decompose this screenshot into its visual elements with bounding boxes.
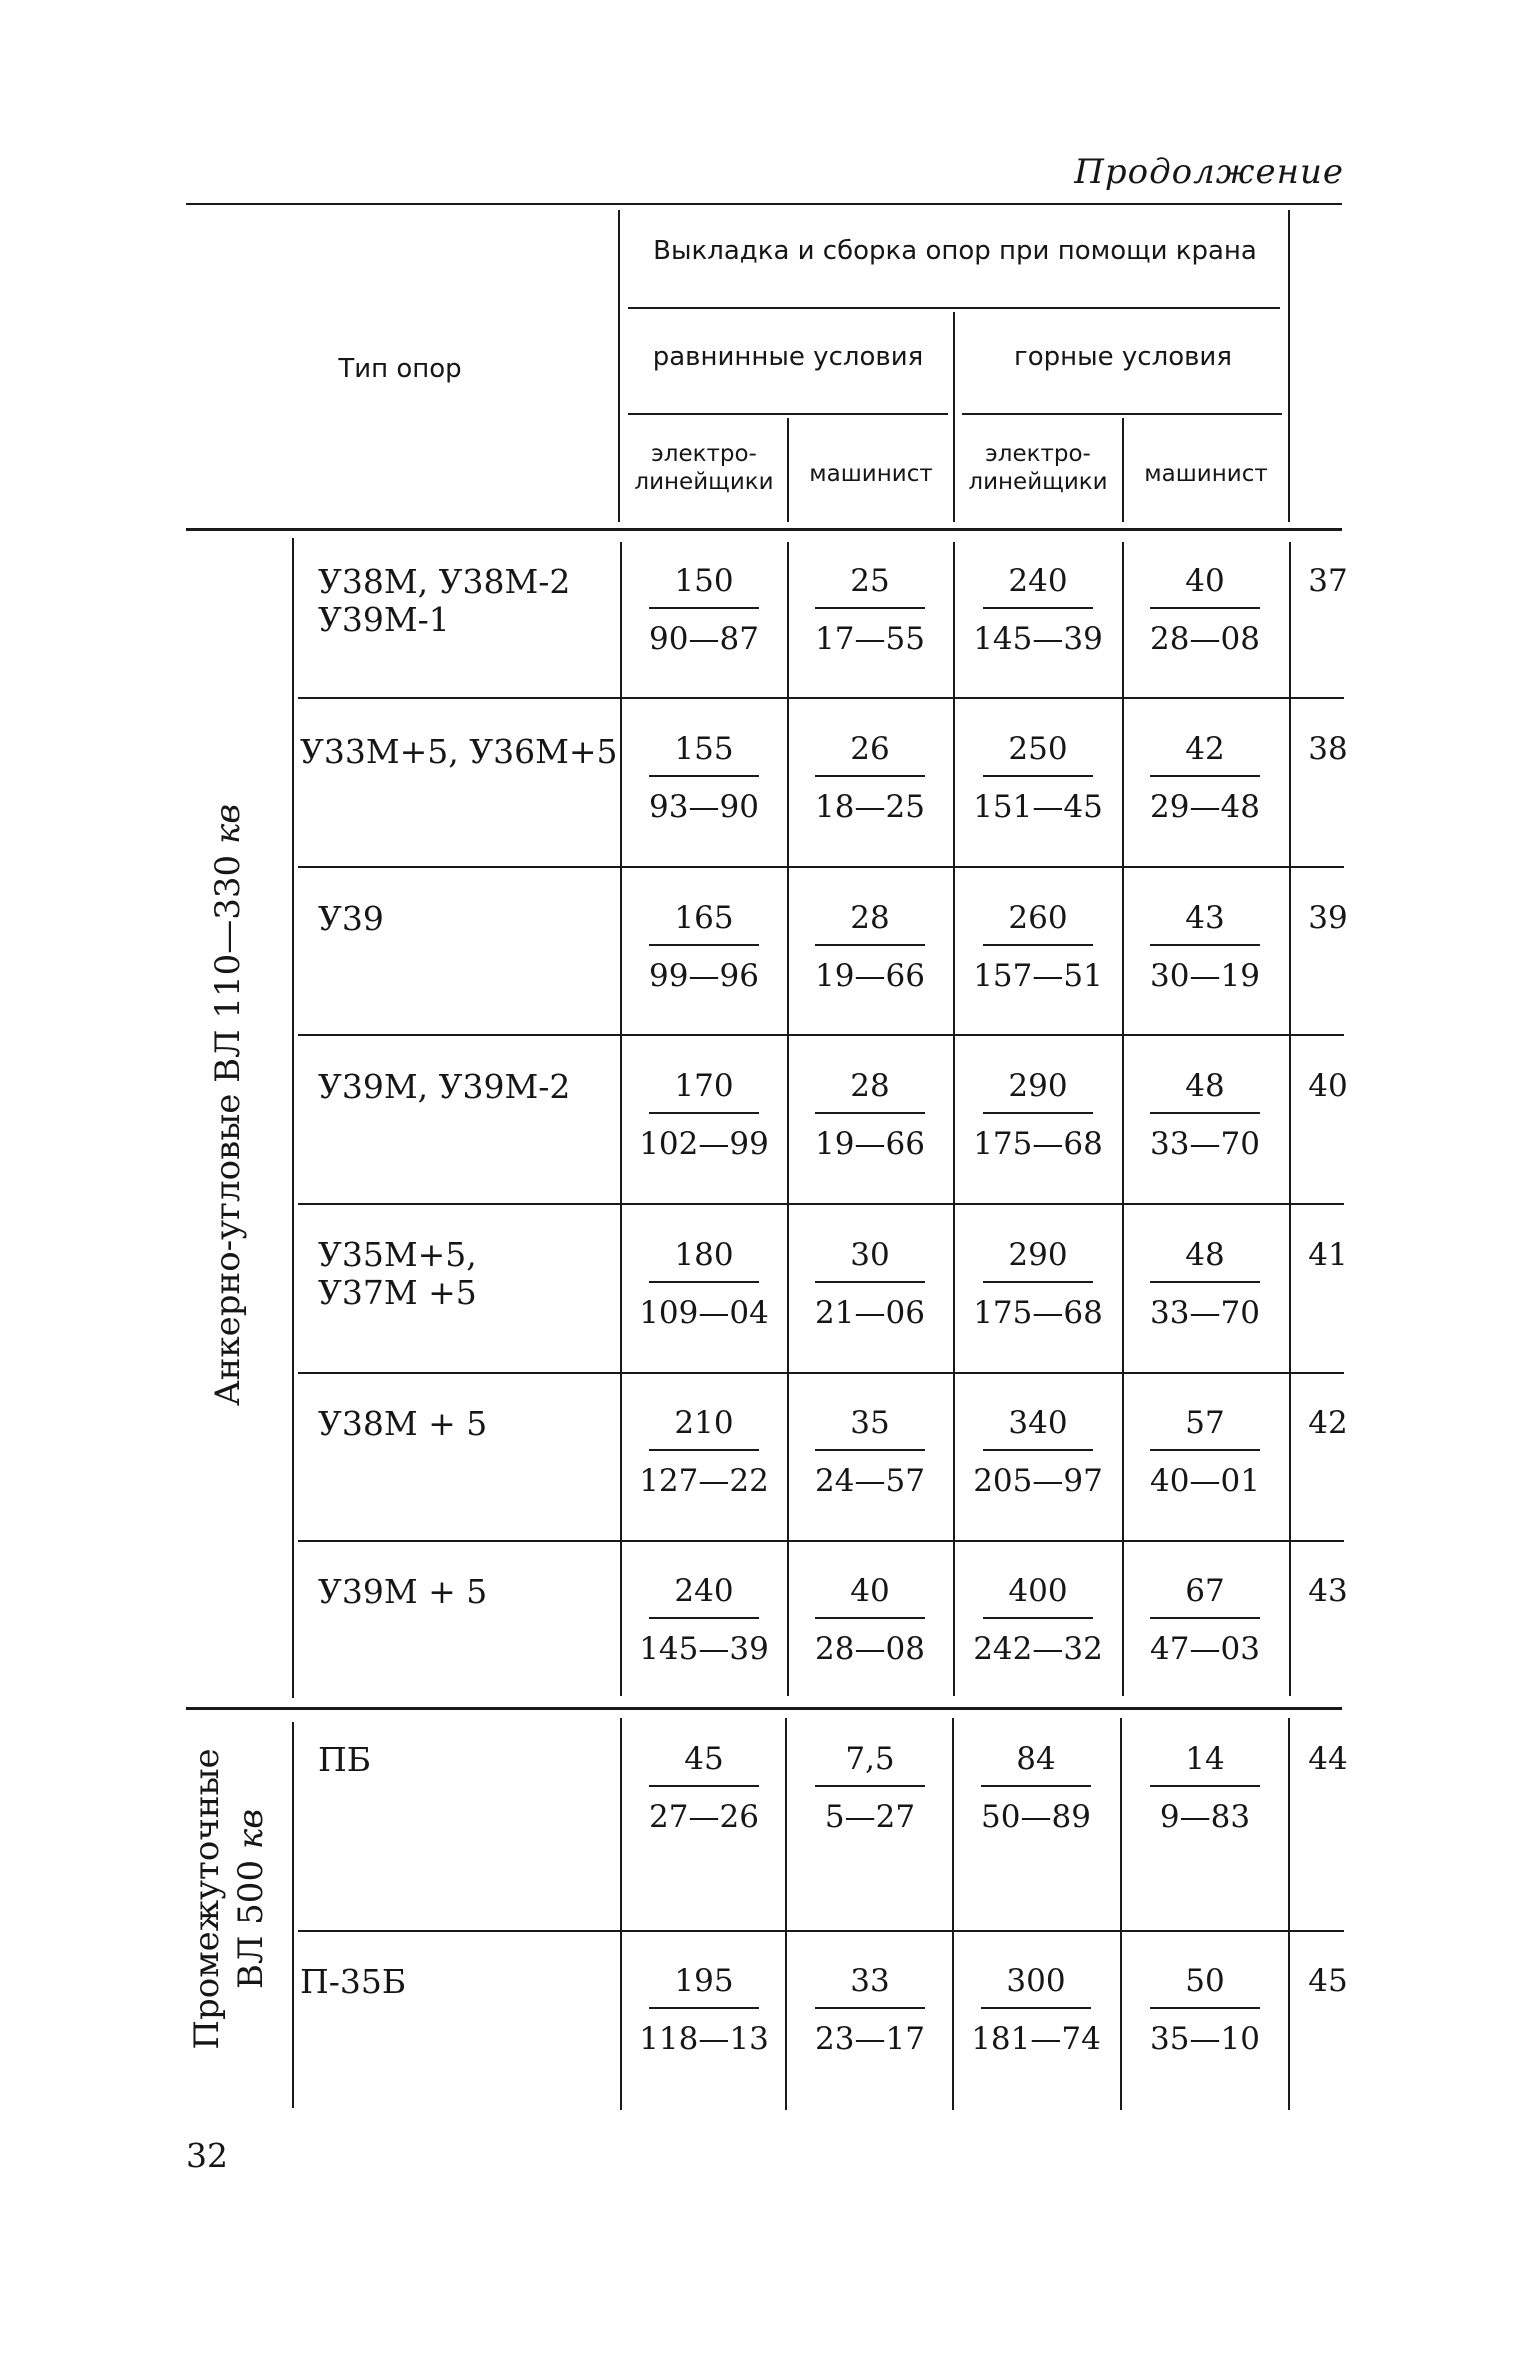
cell: 48 33—70 bbox=[1150, 1068, 1260, 1162]
row-number: 45 bbox=[1308, 1963, 1348, 1999]
cell: 45 27—26 bbox=[649, 1741, 759, 1835]
cell: 240 145—39 bbox=[639, 1573, 769, 1667]
cell: 67 47—03 bbox=[1150, 1573, 1260, 1667]
body-vline bbox=[1120, 1718, 1122, 2110]
cell: 48 33—70 bbox=[1150, 1237, 1260, 1331]
cell: 30 21—06 bbox=[815, 1237, 925, 1331]
cell: 240 145—39 bbox=[973, 563, 1103, 657]
header-electro-flat: электро- линейщики bbox=[634, 441, 774, 495]
cell: 40 28—08 bbox=[815, 1573, 925, 1667]
header-vline-main-left bbox=[618, 210, 620, 522]
cell: 25 17—55 bbox=[815, 563, 925, 657]
cell: 57 40—01 bbox=[1150, 1405, 1260, 1499]
body-vline bbox=[620, 1718, 622, 2110]
body-vline bbox=[953, 542, 955, 1696]
row-type: У38М + 5 bbox=[318, 1404, 488, 1443]
header-mountain: горные условия bbox=[1014, 342, 1232, 372]
body-vline bbox=[1122, 542, 1124, 1696]
row-type: У39М, У39М-2 bbox=[318, 1067, 571, 1106]
cell: 14 9—83 bbox=[1135, 1739, 1275, 1837]
header-vline-mid bbox=[953, 312, 955, 522]
body-vline bbox=[1289, 542, 1291, 1696]
cell: 150 90—87 bbox=[649, 563, 759, 657]
header-vline-main-right bbox=[1288, 210, 1290, 522]
cell: 300 181—74 bbox=[971, 1963, 1101, 2057]
header-vline-sub1 bbox=[787, 418, 789, 522]
row-number: 41 bbox=[1308, 1237, 1348, 1273]
cell: 180 109—04 bbox=[639, 1237, 769, 1331]
cell: 400 242—32 bbox=[973, 1573, 1103, 1667]
body-vline bbox=[952, 1718, 954, 2110]
cell: 155 93—90 bbox=[649, 731, 759, 825]
header-type-col: Тип опор bbox=[338, 354, 462, 384]
page-number: 32 bbox=[186, 2136, 228, 2175]
cell: 40 28—08 bbox=[1150, 563, 1260, 657]
row-type: ПБ bbox=[318, 1740, 372, 1779]
group-separator-rule bbox=[186, 1707, 1342, 1710]
cell: 210 127—22 bbox=[639, 1405, 769, 1499]
group-column-line-2 bbox=[292, 1722, 294, 2108]
cell: 260 157—51 bbox=[973, 900, 1103, 994]
cell: 7,5 5—27 bbox=[800, 1739, 940, 1837]
row-number: 38 bbox=[1308, 731, 1348, 767]
row-type: У33М+5, У36М+5 bbox=[300, 732, 618, 771]
row-type: У35М+5, У37М +5 bbox=[318, 1235, 477, 1312]
header-driver-mountain: машинист bbox=[1144, 461, 1268, 487]
row-number: 39 bbox=[1308, 900, 1348, 936]
table-top-rule bbox=[186, 203, 1342, 205]
row-separator bbox=[298, 1034, 1344, 1036]
row-separator bbox=[298, 1540, 1344, 1542]
row-number: 42 bbox=[1308, 1405, 1348, 1441]
row-separator bbox=[298, 697, 1344, 699]
row-number: 40 bbox=[1308, 1068, 1348, 1104]
row-separator bbox=[298, 1372, 1344, 1374]
header-driver-flat: машинист bbox=[809, 461, 933, 487]
row-type: П-35Б bbox=[300, 1962, 407, 2001]
cell: 26 18—25 bbox=[815, 731, 925, 825]
row-type: У38М, У38М-2 У39М-1 bbox=[318, 562, 571, 639]
row-number: 44 bbox=[1308, 1741, 1348, 1777]
header-rule-2b bbox=[962, 413, 1282, 415]
row-number: 37 bbox=[1308, 563, 1348, 599]
cell: 42 29—48 bbox=[1150, 731, 1260, 825]
cell: 84 50—89 bbox=[981, 1741, 1091, 1835]
header-electro-mountain: электро- линейщики bbox=[968, 441, 1108, 495]
header-rule-2a bbox=[628, 413, 948, 415]
cell: 33 23—17 bbox=[815, 1963, 925, 2057]
header-bottom-rule bbox=[186, 528, 1342, 531]
cell: 165 99—96 bbox=[649, 900, 759, 994]
cell: 250 151—45 bbox=[973, 731, 1103, 825]
cell: 290 175—68 bbox=[973, 1068, 1103, 1162]
group-label-anchor-angle: Анкерно-угловые ВЛ 110—330 кв bbox=[208, 803, 248, 1406]
group-label-intermediate: Промежуточные ВЛ 500 кв bbox=[187, 1748, 271, 2050]
header-flat: равнинные условия bbox=[652, 342, 924, 372]
cell: 50 35—10 bbox=[1150, 1963, 1260, 2057]
cell: 195 118—13 bbox=[639, 1963, 769, 2057]
header-vline-sub2 bbox=[1122, 418, 1124, 522]
body-vline bbox=[1288, 1718, 1290, 2110]
cell: 290 175—68 bbox=[973, 1237, 1103, 1331]
body-vline bbox=[785, 1718, 787, 2110]
row-type: У39М + 5 bbox=[318, 1572, 488, 1611]
row-separator bbox=[298, 1930, 1344, 1932]
row-separator bbox=[298, 1203, 1344, 1205]
group-column-line-1 bbox=[292, 538, 294, 1698]
cell: 35 24—57 bbox=[815, 1405, 925, 1499]
header-main: Выкладка и сборка опор при помощи крана bbox=[653, 236, 1257, 266]
body-vline bbox=[787, 542, 789, 1696]
header-rule-1 bbox=[628, 307, 1280, 309]
cell: 43 30—19 bbox=[1150, 900, 1260, 994]
cell: 28 19—66 bbox=[815, 1068, 925, 1162]
cell: 170 102—99 bbox=[639, 1068, 769, 1162]
row-separator bbox=[298, 866, 1344, 868]
row-type: У39 bbox=[318, 899, 384, 938]
body-vline bbox=[620, 542, 622, 1696]
cell: 28 19—66 bbox=[815, 900, 925, 994]
row-number: 43 bbox=[1308, 1573, 1348, 1609]
continuation-label: Продолжение bbox=[1074, 152, 1344, 192]
cell: 340 205—97 bbox=[973, 1405, 1103, 1499]
